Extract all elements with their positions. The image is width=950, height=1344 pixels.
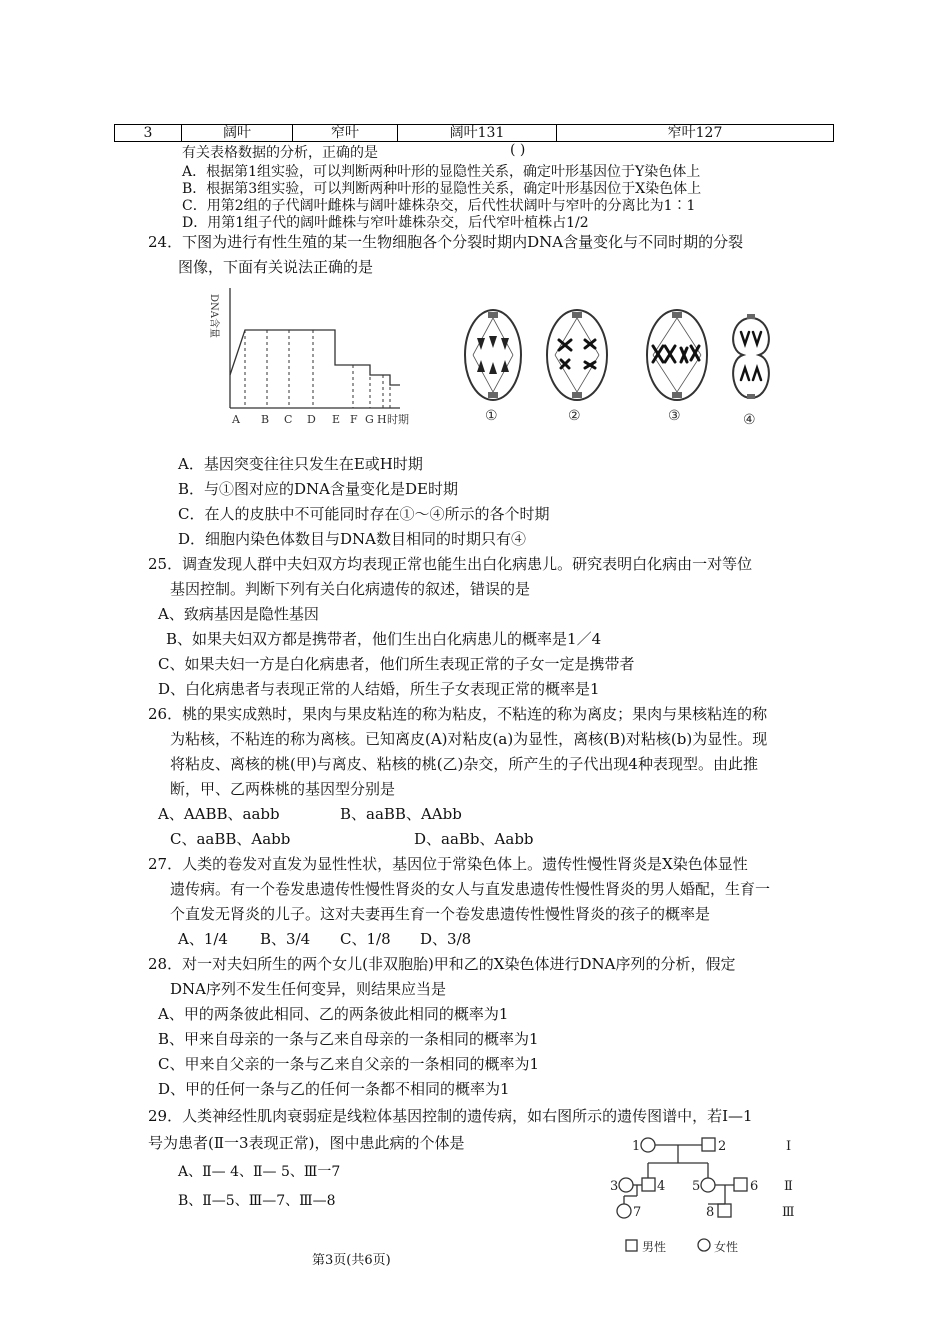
q25-option-b: B、如果夫妇双方都是携带者，他们生出白化病患儿的概率是1／4 xyxy=(166,630,602,648)
graph-xlabel: D xyxy=(307,413,316,426)
generation-label: Ⅱ xyxy=(784,1179,793,1194)
table-cell: 窄叶 xyxy=(293,125,398,142)
q23-stem: 有关表格数据的分析，正确的是 xyxy=(182,145,378,161)
graph-xlabel: F xyxy=(350,413,358,426)
q28-line2: DNA序列不发生任何变异，则结果应当是 xyxy=(170,980,446,998)
q26-line1: 26．桃的果实成熟时，果肉与果皮粘连的称为粘皮，不粘连的称为离皮；果肉与果核粘连的称 xyxy=(148,705,768,723)
q26-option-c: C、aaBB、Aabb xyxy=(170,830,291,848)
q24-option-c: C．在人的皮肤中不可能同时存在①～④所示的各个时期 xyxy=(178,505,550,523)
graph-xlabel: G xyxy=(365,413,374,426)
pedigree-label: 3 xyxy=(610,1179,619,1194)
q26-option-b: B、aaBB、AAbb xyxy=(340,805,462,823)
q29-line1: 29．人类神经性肌肉衰弱症是线粒体基因控制的遗传病，如右图所示的遗传图谱中，若Ⅰ—1 xyxy=(148,1107,753,1125)
q28-line1: 28．对一对夫妇所生的两个女儿(非双胞胎)甲和乙的X染色体进行DNA序列的分析，假定 xyxy=(148,955,736,973)
q23-option-c: C．用第2组的子代阔叶雌株与阔叶雄株杂交，后代性状阔叶与窄叶的分离比为1∶1 xyxy=(182,198,696,214)
q25-option-d: D、白化病患者与表现正常的人结婚，所生子女表现正常的概率是1 xyxy=(158,680,600,698)
pedigree-label: 6 xyxy=(750,1179,759,1194)
q25-option-c: C、如果夫妇一方是白化病患者，他们所生表现正常的子女一定是携带者 xyxy=(158,655,635,673)
q29-option-a: A、Ⅱ— 4、Ⅱ— 5、Ⅲ一7 xyxy=(178,1164,341,1180)
pedigree-label: 4 xyxy=(657,1179,666,1194)
q28-option-c: C、甲来自父亲的一条与乙来自父亲的一条相同的概率为1 xyxy=(158,1055,540,1073)
q23-option-d: D．用第1组子代的阔叶雌株与窄叶雄株杂交，后代窄叶植株占1/2 xyxy=(182,215,589,231)
pedigree-label: 8 xyxy=(706,1205,715,1220)
q27-line1: 27．人类的卷发对直发为显性性状，基因位于常染色体上。遗传性慢性肾炎是X染色体显性 xyxy=(148,855,748,873)
q27-option-c: C、1/8 xyxy=(340,930,391,948)
cell-label: ④ xyxy=(743,412,756,428)
q26-line3: 将粘皮、离核的桃(甲)与离皮、粘核的桃(乙)杂交，所产生的子代出现4种表现型。由此推 xyxy=(170,755,758,773)
q27-option-d: D、3/8 xyxy=(420,930,472,948)
q28-option-a: A、甲的两条彼此相同、乙的两条彼此相同的概率为1 xyxy=(158,1005,509,1023)
q23-option-b: B．根据第3组实验，可以判断两种叶形的显隐性关系，确定叶形基因位于X染色体上 xyxy=(182,181,702,197)
cell-division-figures xyxy=(455,300,785,435)
graph-ylabel: DNA含量 xyxy=(208,294,219,338)
cell-1-figure xyxy=(465,310,521,424)
q26-line4: 断，甲、乙两株桃的基因型分别是 xyxy=(170,780,396,798)
generation-label: Ⅲ xyxy=(782,1205,795,1220)
pedigree-label: 7 xyxy=(633,1205,642,1220)
q24-option-a: A．基因突变往往只发生在E或H时期 xyxy=(178,455,423,473)
graph-xlabel: E xyxy=(332,413,341,426)
q28-option-b: B、甲来自母亲的一条与乙来自母亲的一条相同的概率为1 xyxy=(158,1030,539,1048)
table-cell: 阔叶 xyxy=(182,125,293,142)
dna-content-graph xyxy=(205,280,420,430)
q25-option-a: A、致病基因是隐性基因 xyxy=(158,605,319,623)
q26-option-d: D、aaBb、Aabb xyxy=(414,830,534,848)
legend-female-label: 女性 xyxy=(714,1240,739,1254)
cell-label: ③ xyxy=(668,408,681,424)
pedigree-label: 2 xyxy=(718,1139,727,1154)
graph-xlabel: C xyxy=(284,413,293,426)
pedigree-label: 1 xyxy=(632,1139,641,1154)
pedigree-label: 5 xyxy=(692,1179,701,1194)
q23-option-a: A．根据第1组实验，可以判断两种叶形的显隐性关系，确定叶形基因位于Y染色体上 xyxy=(182,164,701,180)
table-cell: 窄叶127 xyxy=(557,125,834,142)
cell-label: ① xyxy=(485,408,498,424)
q24-line2: 图像，下面有关说法正确的是 xyxy=(178,258,374,276)
q25-line1: 25．调查发现人群中夫妇双方均表现正常也能生出白化病患儿。研究表明白化病由一对等位 xyxy=(148,555,753,573)
q24-line1: 24．下图为进行有性生殖的某一生物细胞各个分裂时期内DNA含量变化与不同时期的分裂 xyxy=(148,233,744,251)
table-row xyxy=(114,124,834,142)
graph-xlabel: B xyxy=(261,413,270,426)
generation-label: Ⅰ xyxy=(786,1139,792,1154)
q29-line2: 号为患者(Ⅱ一3表现正常)，图中患此病的个体是 xyxy=(148,1134,465,1152)
cell-4-figure xyxy=(733,314,769,428)
q27-option-a: A、1/4 xyxy=(178,930,228,948)
q29-option-b: B、Ⅱ—5、Ⅲ—7、Ⅲ—8 xyxy=(178,1193,336,1209)
graph-xlabel: 时期 xyxy=(387,413,409,426)
page-footer: 第3页(共6页) xyxy=(312,1253,391,1268)
cell-label: ② xyxy=(568,408,581,424)
table-cell: 阔叶131 xyxy=(398,125,557,142)
q26-line2: 为粘核，不粘连的称为离核。已知离皮(A)对粘皮(a)为显性，离核(B)对粘核(b)为显性。现 xyxy=(170,730,768,748)
q27-option-b: B、3/4 xyxy=(260,930,311,948)
q27-line2: 遗传病。有一个卷发患遗传性慢性肾炎的女人与直发患遗传性慢性肾炎的男人婚配，生育一 xyxy=(170,880,771,898)
table-cell: 3 xyxy=(115,125,182,142)
graph-xlabel: H xyxy=(377,413,387,426)
q26-option-a: A、AABB、aabb xyxy=(158,805,280,823)
pedigree-chart xyxy=(590,1130,805,1260)
cell-3-figure xyxy=(647,310,707,424)
cell-2-figure xyxy=(547,310,607,424)
q28-option-d: D、甲的任何一条与乙的任何一条都不相同的概率为1 xyxy=(158,1080,510,1098)
q27-line3: 个直发无肾炎的儿子。这对夫妻再生育一个卷发患遗传性慢性肾炎的孩子的概率是 xyxy=(170,905,711,923)
q24-option-b: B．与①图对应的DNA含量变化是DE时期 xyxy=(178,480,458,498)
q25-line2: 基因控制。判断下列有关白化病遗传的叙述，错误的是 xyxy=(170,580,531,598)
q23-paren: ( ) xyxy=(510,142,526,158)
legend-male-label: 男性 xyxy=(642,1240,667,1254)
q24-option-d: D．细胞内染色体数目与DNA数目相同的时期只有④ xyxy=(178,530,527,548)
graph-xlabel: A xyxy=(232,413,240,426)
